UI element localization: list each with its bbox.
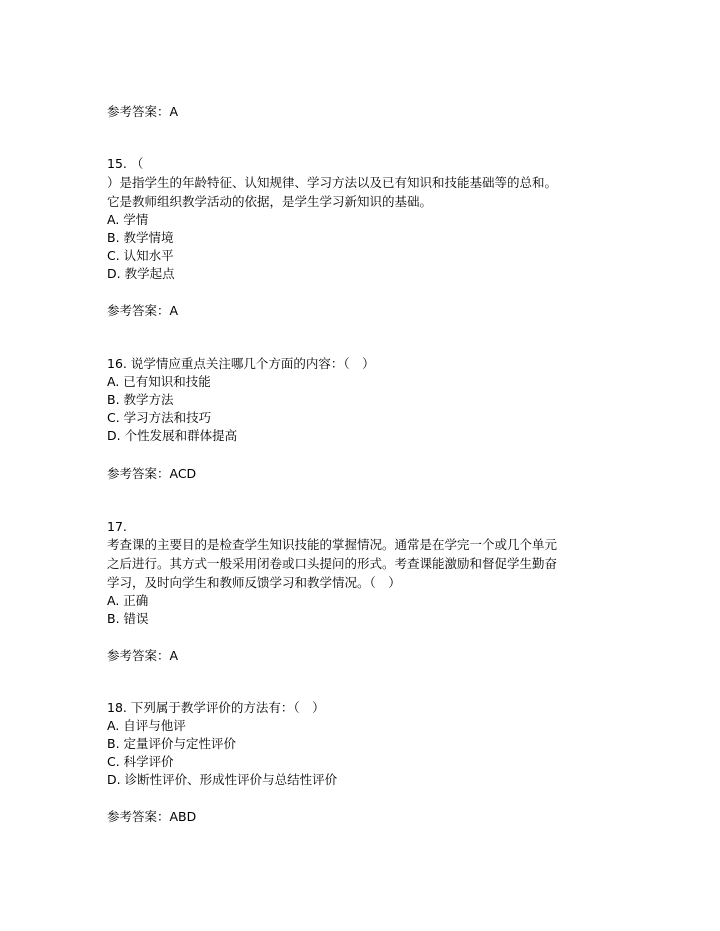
option-b: B. 错误 [107, 611, 149, 626]
option-a: A. 学情 [107, 212, 149, 227]
option-d: D. 诊断性评价、形成性评价与总结性评价 [107, 772, 338, 787]
question-stem-line: 它是教师组织教学活动的依据，是学生学习新知识的基础。 [107, 194, 433, 209]
question-stem-line: 考查课的主要目的是检查学生知识技能的掌握情况。通常是在学完一个或几个单元 [107, 537, 558, 552]
question-number: 18. 下列属于教学评价的方法有：（ ） [107, 700, 325, 715]
question-number: 17. [107, 519, 127, 534]
answer-line: 参考答案：ACD [107, 466, 197, 481]
question-number: 16. 说学情应重点关注哪几个方面的内容：（ ） [107, 356, 375, 371]
answer-line: 参考答案：A [107, 648, 179, 663]
option-d: D. 教学起点 [107, 266, 175, 281]
answer-line: 参考答案：A [107, 104, 179, 119]
option-a: A. 正确 [107, 593, 149, 608]
option-d: D. 个性发展和群体提高 [107, 428, 238, 443]
option-c: C. 科学评价 [107, 754, 174, 769]
question-number: 15. （ [107, 156, 144, 171]
option-b: B. 定量评价与定性评价 [107, 736, 237, 751]
answer-line: 参考答案：A [107, 303, 179, 318]
option-c: C. 认知水平 [107, 248, 174, 263]
question-stem-line: ）是指学生的年龄特征、认知规律、学习方法以及已有知识和技能基础等的总和。 [107, 175, 558, 190]
option-c: C. 学习方法和技巧 [107, 410, 212, 425]
option-a: A. 已有知识和技能 [107, 374, 211, 389]
question-stem-line: 学习，及时向学生和教师反馈学习和教学情况。（ ） [107, 575, 401, 590]
option-b: B. 教学情境 [107, 230, 174, 245]
option-b: B. 教学方法 [107, 392, 174, 407]
answer-line: 参考答案：ABD [107, 809, 197, 824]
option-a: A. 自评与他评 [107, 718, 186, 733]
question-stem-line: 之后进行。其方式一般采用闭卷或口头提问的形式。考查课能激励和督促学生勤奋 [107, 556, 558, 571]
